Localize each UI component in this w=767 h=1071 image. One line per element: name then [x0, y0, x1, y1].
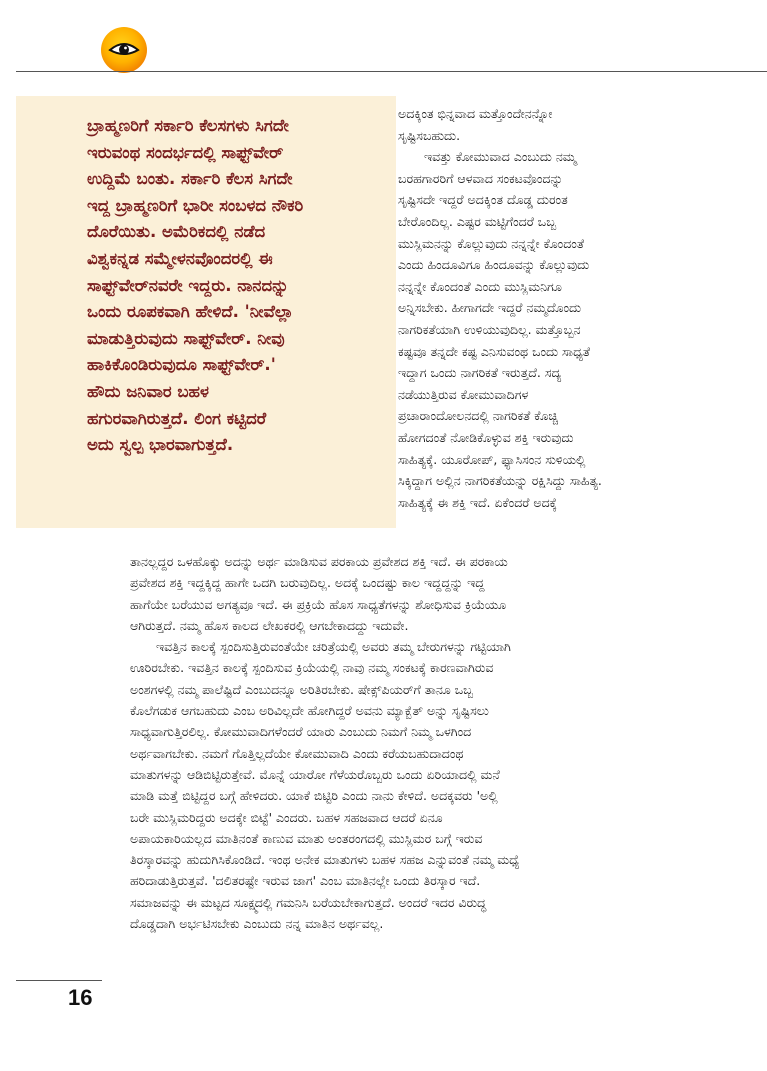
- body-line: ಮುಸ್ಲಿಮನನ್ನು ಕೊಲ್ಲುವುದು ನನ್ನನ್ನೇ ಕೊಂದಂತೆ: [398, 235, 584, 251]
- body-line: ಆಗಿರುತ್ತದೆ. ನಮ್ಮ ಹೊಸ ಕಾಲದ ಲೇಖಕರಲ್ಲಿ ಆಗಬೇಕಾದದ್ದು ಇದುವೇ.: [130, 617, 409, 633]
- body-line: ಸಾಧ್ಯವಾಗುತ್ತಿರಲಿಲ್ಲ. ಕೋಮುವಾದಿಗಳೆಂದರೆ ಯಾರು ಎಂಬುದು ನಿಮಗೆ ನಿಮ್ಮ ಒಳಗಿಂದ: [130, 724, 472, 740]
- right-column-text: [398, 103, 710, 513]
- body-line: ಹೋಗದಂತೆ ನೋಡಿಕೊಳ್ಳುವ ಶಕ್ತಿ ಇರುವುದು: [398, 429, 574, 445]
- pull-quote-line: ಮಾಡುತ್ತಿರುವುದು ಸಾಫ್ಟ್‌ವೇರ್. ನೀವು: [87, 328, 285, 348]
- body-line: ಅರ್ಥವಾಗಬೇಕು. ನಮಗೆ ಗೊತ್ತಿಲ್ಲದೆಯೇ ಕೋಮುವಾದಿ ಎಂದು ಕರೆಯಬಹುದಾದಂಥ: [130, 745, 464, 761]
- body-line: ಅಪಾಯಕಾರಿಯಲ್ಲದ ಮಾತಿನಂತೆ ಕಾಣುವ ಮಾತು ಅಂತರಂಗದಲ್ಲಿ ಮುಸ್ಲಿಮರ ಬಗ್ಗೆ ಇರುವ: [130, 830, 483, 846]
- pull-quote-line: ಉದ್ದಿಮೆ ಬಂತು. ಸರ್ಕಾರಿ ಕೆಲಸ ಸಿಗದೇ: [87, 169, 293, 189]
- body-line: ಹರಿದಾಡುತ್ತಿರುತ್ತವೆ. 'ದಲಿತರಷ್ಟೇ ಇರುವ ಜಾಗ' ಎಂಬ ಮಾತಿನಲ್ಲೇ ಒಂದು ತಿರಸ್ಕಾರ ಇದೆ.: [130, 873, 481, 889]
- pull-quote-line: ಅದು ಸ್ವಲ್ಪ ಭಾರವಾಗುತ್ತದೆ.: [87, 435, 234, 455]
- body-line: ಅನ್ನಿಸಬೇಕು. ಹೀಗಾಗದೇ ಇದ್ದರೆ ನಮ್ಮದೊಂದು: [398, 300, 582, 316]
- eye-logo: [101, 27, 147, 73]
- body-line: ಇವತ್ತಿನ ಕಾಲಕ್ಕೆ ಸ್ಪಂದಿಸುತ್ತಿರುವಂತೆಯೇ ಚರಿತ್ರೆಯಲ್ಲಿ ಅವರು ತಮ್ಮ ಬೇರುಗಳನ್ನು ಗಟ್ಟಿಯಾಗಿ: [156, 639, 511, 655]
- body-line: ಸಾಹಿತ್ಯಕ್ಕೆ. ಯೂರೋಪ್, ಫ್ಯಾಸಿಸಂನ ಸುಳಿಯಲ್ಲಿ: [398, 451, 586, 467]
- body-line: ಹಾಗೆಯೇ ಬರೆಯುವ ಅಗತ್ಯವೂ ಇದೆ. ಈ ಪ್ರಕ್ರಿಯೆ ಹೊಸ ಸಾಧ್ಯತೆಗಳನ್ನು ಶೋಧಿಸುವ ಕ್ರಿಯೆಯೂ: [130, 596, 507, 612]
- body-line: ಬರೇ ಮುಸ್ಲಿಮರಿದ್ದರು ಅದಕ್ಕೇ ಬಿಟ್ಟೆ' ಎಂದರು. ಬಹಳ ಸಹಜವಾದ ಆದರೆ ಏನೂ: [130, 809, 443, 825]
- pull-quote-line: ಒಂದು ರೂಪಕವಾಗಿ ಹೇಳಿದೆ. 'ನೀವೆಲ್ಲಾ: [87, 302, 294, 322]
- eye-icon: [101, 27, 147, 73]
- pull-quote-line: ಬ್ರಾಹ್ಮಣರಿಗೆ ಸರ್ಕಾರಿ ಕೆಲಸಗಳು ಸಿಗದೇ: [87, 116, 289, 135]
- body-line: ಬೇರೊಂದಿಲ್ಲ. ಎಷ್ಟರ ಮಟ್ಟಿಗೆಂದರೆ ಒಬ್ಬ: [398, 213, 557, 229]
- body-line: ಕಷ್ಟವೂ ತನ್ನದೇ ಕಷ್ಟ ಎನಿಸುವಂಥ ಒಂದು ಸಾಧ್ಯತೆ: [398, 343, 591, 359]
- body-line: ತಾನಲ್ಲದ್ದರ ಒಳಹೊಕ್ಕು ಅದನ್ನು ಅರ್ಥ ಮಾಡಿಸುವ ಪರಕಾಯ ಪ್ರವೇಶದ ಶಕ್ತಿ ಇದೆ. ಈ ಪರಕಾಯ: [130, 554, 508, 569]
- pull-quote-line: ಹಗುರವಾಗಿರುತ್ತದೆ. ಲಿಂಗ ಕಟ್ಟಿದರೆ: [87, 408, 267, 428]
- body-line: ಬರಹಗಾರರಿಗೆ ಆಳವಾದ ಸಂಕಟವೊಂದನ್ನು: [398, 170, 564, 186]
- body-line: ಪ್ರಚಾರಾಂದೋಲನದಲ್ಲಿ ನಾಗರಿಕತೆ ಕೊಚ್ಚಿ: [398, 408, 558, 424]
- pull-quote-line: ಹಾಕಿಕೊಂಡಿರುವುದೂ ಸಾಫ್ಟ್‌ವೇರ್.': [87, 355, 276, 375]
- body-line: ಅದಕ್ಕಿಂತ ಭಿನ್ನವಾದ ಮತ್ತೊಂದೇನನ್ನೋ: [398, 106, 553, 121]
- body-line: ಇದ್ದಾಗ ಒಂದು ನಾಗರಿಕತೆ ಇರುತ್ತದೆ. ಸದ್ಯ: [398, 365, 562, 381]
- body-line: ದೊಡ್ಡದಾಗಿ ಅರ್ಭಟಿಸಬೇಕು ಎಂಬುದು ನನ್ನ ಮಾತಿನ ಅರ್ಥವಲ್ಲ.: [130, 916, 384, 932]
- header-rule: [16, 71, 767, 72]
- body-line: ಸಾಹಿತ್ಯಕ್ಕೆ ಈ ಶಕ್ತಿ ಇದೆ. ಏಕೆಂದರೆ ಅದಕ್ಕೆ: [398, 494, 557, 510]
- pull-quote-line: ದೊರೆಯಿತು. ಅಮೆರಿಕದಲ್ಲಿ ನಡೆದ: [87, 222, 266, 242]
- body-line: ಇವತ್ತು ಕೋಮುವಾದ ಎಂಬುದು ನಮ್ಮ: [424, 149, 577, 165]
- body-line: ಪ್ರವೇಶದ ಶಕ್ತಿ ಇದ್ದಕ್ಕಿದ್ದ ಹಾಗೇ ಒದಗಿ ಬರುವುದಿಲ್ಲ. ಅದಕ್ಕೆ ಒಂದಷ್ಟು ಕಾಲ ಇದ್ದದ್ದನ್ನು ಇದ್ದ: [130, 575, 485, 591]
- pull-quote-line: ವಿಶ್ವಕನ್ನಡ ಸಮ್ಮೇಳನವೊಂದರಲ್ಲಿ ಈ: [87, 248, 273, 268]
- body-line: ಮಾಡಿ ಮತ್ತೆ ಬಿಟ್ಟಿದ್ದರ ಬಗ್ಗೆ ಹೇಳಿದರು. ಯಾಕೆ ಬಿಟ್ಟಿರಿ ಎಂದು ನಾನು ಕೇಳಿದೆ. ಅದಕ್ಕವರು 'ಅಲ್ಲಿ: [130, 788, 498, 804]
- body-line: ಮಾತುಗಳನ್ನು ಆಡಿಬಿಟ್ಟಿರುತ್ತೇವೆ. ಮೊನ್ನೆ ಯಾರೋ ಗೆಳೆಯರೊಬ್ಬರು ಒಂದು ಏರಿಯಾದಲ್ಲಿ ಮನೆ: [130, 766, 500, 782]
- pull-quote-line: ಇದ್ದ ಬ್ರಾಹ್ಮಣರಿಗೆ ಭಾರೀ ಸಂಬಳದ ನೌಕರಿ: [87, 195, 304, 215]
- body-line: ಕೊಲೆಗಡುಕ ಆಗಬಹುದು ಎಂಬ ಅರಿವಿಲ್ಲದೇ ಹೋಗಿದ್ದರೆ ಅವನು ಮ್ಯಾಕ್ಬೆತ್ ಅನ್ನು ಸೃಷ್ಟಿಸಲು: [130, 703, 489, 719]
- page-number: 16: [68, 985, 93, 1010]
- body-line: ಸಿಕ್ಕಿದ್ದಾಗ ಅಲ್ಲಿನ ನಾಗರಿಕತೆಯನ್ನು ರಕ್ಷಿಸಿದ್ದು ಸಾಹಿತ್ಯ.: [398, 473, 602, 489]
- body-line: ನನ್ನನ್ನೇ ಕೊಂದಂತೆ ಎಂದು ಮುಸ್ಲಿಮನಿಗೂ: [398, 278, 562, 294]
- full-width-text: [130, 551, 725, 934]
- pull-quote-line: ಸಾಫ್ಟ್‌ವೇರ್‌ನವರೇ ಇದ್ದರು. ನಾನದನ್ನು: [87, 275, 289, 295]
- pull-quote-line: ಹೌದು ಜನಿವಾರ ಬಹಳ: [87, 381, 209, 401]
- body-line: ನಾಗರಿಕತೆಯಾಗಿ ಉಳಿಯುವುದಿಲ್ಲ. ಮತ್ತೊಬ್ಬನ: [398, 321, 581, 337]
- body-line: ಸಮಾಜವನ್ನು ಈ ಮಟ್ಟದ ಸೂಕ್ಷ್ಮದಲ್ಲಿ ಗಮನಿಸಿ ಬರೆಯಬೇಕಾಗುತ್ತದೆ. ಅಂದರೆ ಇದರ ವಿರುದ್ಧ: [130, 894, 487, 910]
- body-line: ಸೃಷ್ಟಿಸದೇ ಇದ್ದರೆ ಅದಕ್ಕಿಂತ ದೊಡ್ಡ ದುರಂತ: [398, 192, 568, 208]
- footer-rule: [16, 980, 102, 981]
- body-line: ಊರಿರಬೇಕು. ಇವತ್ತಿನ ಕಾಲಕ್ಕೆ ಸ್ಪಂದಿಸುವ ಕ್ರಿಯೆಯಲ್ಲಿ ನಾವು ನಮ್ಮ ಸಂಕಟಕ್ಕೆ ಕಾರಣವಾಗಿರುವ: [130, 660, 494, 676]
- pull-quote-text: [87, 113, 387, 459]
- body-line: ತಿರಸ್ಕಾರವನ್ನು ಹುದುಗಿಸಿಕೊಂಡಿದೆ. ಇಂಥ ಅನೇಕ ಮಾತುಗಳು ಬಹಳ ಸಹಜ ಎನ್ನುವಂತೆ ನಮ್ಮ ಮಧ್ಯೆ: [130, 852, 520, 868]
- body-line: ನಡೆಯುತ್ತಿರುವ ಕೋಮುವಾದಿಗಳ: [398, 386, 529, 402]
- body-line: ಸೃಷ್ಟಿಸಬಹುದು.: [398, 127, 461, 143]
- body-line: ಅಂಶಗಳಲ್ಲಿ ನಮ್ಮ ಪಾಲೆಷ್ಟಿದೆ ಎಂಬುದನ್ನೂ ಅರಿತಿರಬೇಕು. ಷೇಕ್ಸ್‌ಪಿಯರ್‌ಗೆ ತಾನೂ ಒಬ್ಬ: [130, 681, 474, 697]
- body-line: ಎಂದು ಹಿಂದೂವಿಗೂ ಹಿಂದೂವನ್ನು ಕೊಲ್ಲುವುದು: [398, 257, 590, 273]
- pull-quote-line: ಇರುವಂಥ ಸಂದರ್ಭದಲ್ಲಿ ಸಾಫ್ಟ್‌ವೇರ್: [87, 142, 284, 162]
